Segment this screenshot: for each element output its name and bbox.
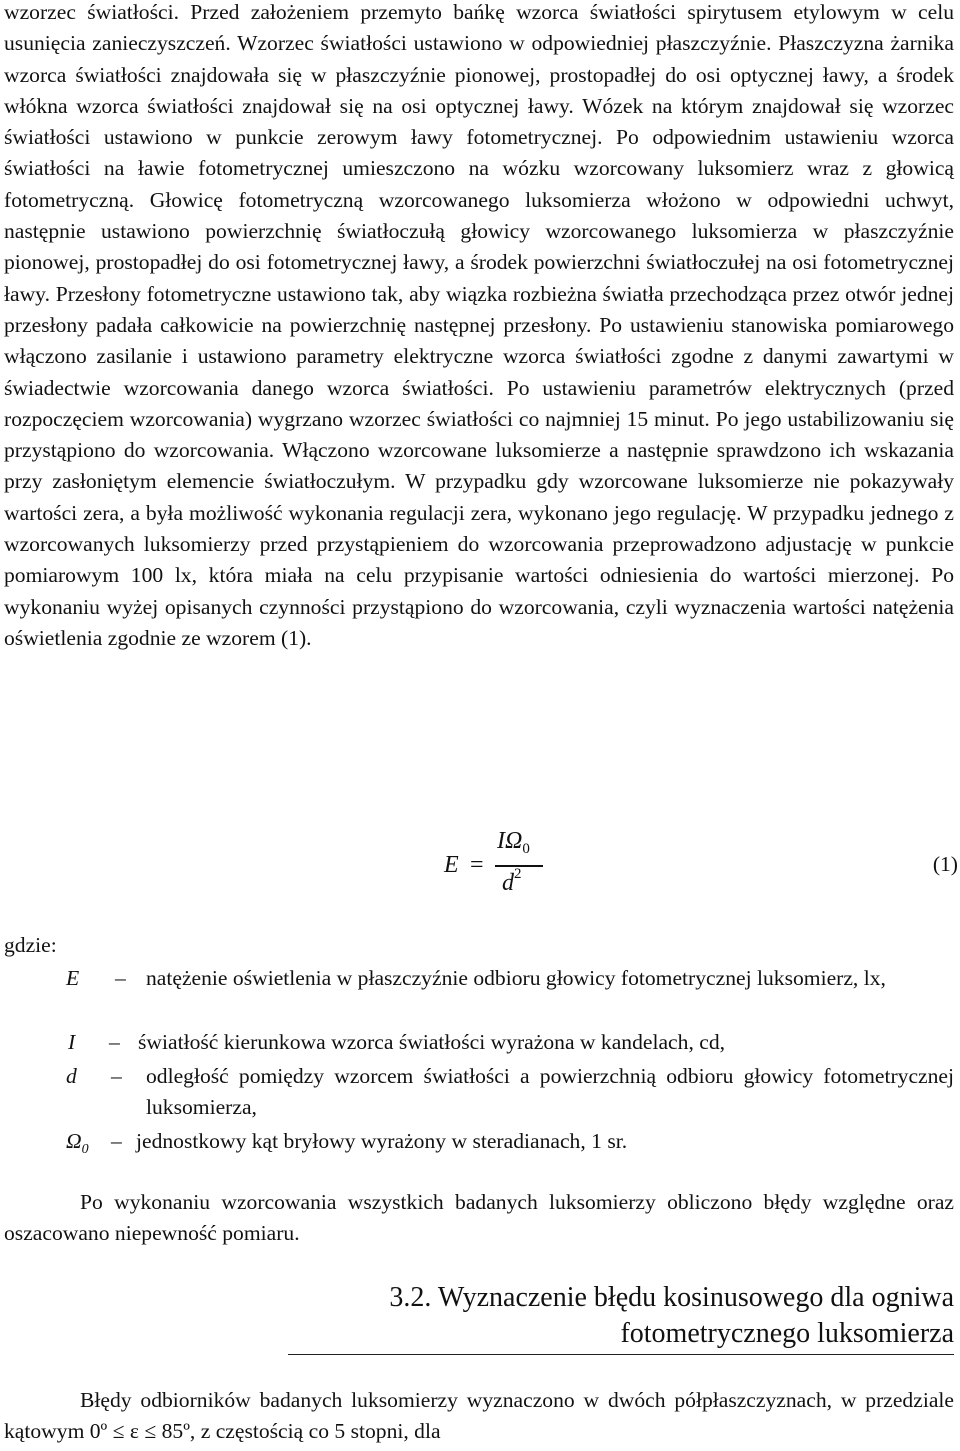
section-number: 3.2. [389,1282,432,1313]
equation-equals: = [470,852,484,878]
legend-description: światłość kierunkowa wzorca światłości wyrażona w kandelach, cd, [138,1030,726,1054]
legend-intro: gdzie: [4,933,57,957]
numerator-main: IΩ [497,828,523,854]
legend-dash: – [111,1129,122,1153]
legend-symbol-main: Ω [66,1129,82,1153]
legend-symbol: d [66,1064,77,1088]
legend-description: odległość pomiędzy wzorcem światłości a powierzchnią odbioru głowicy fotometrycznej luksomierza, [146,1064,954,1120]
legend-item [4,1027,954,1059]
section-title: Wyznaczenie błędu kosinusowego dla ogniwa fotometrycznego luksomierza [437,1282,954,1349]
legend-item [4,1126,954,1158]
legend-symbol: E [66,966,80,990]
legend-symbol: I [68,1030,76,1054]
legend-item [4,1061,954,1125]
legend-item [4,963,954,1027]
denominator-superscript: 2 [514,866,522,882]
legend-description: jednostkowy kąt bryłowy wyrażony w steradianach, 1 sr. [136,1129,628,1153]
section-heading [288,1280,954,1355]
legend-dash: – [115,966,126,990]
body-paragraph-after-legend: Po wykonaniu wzorcowania wszystkich badanych luksomierzy obliczono błędy względne oraz oszacowano niepewność pomiaru. [4,1190,954,1246]
legend-symbol-subscript: 0 [81,1142,89,1157]
legend-dash: – [109,1030,120,1054]
body-paragraph-main: wzorzec światłości. Przed założeniem przemyto bańkę wzorca światłości spirytusem etylowym w celu usunięcia zanieczyszczeń. Wzorzec światłości ustawiono w odpowiedniej płaszczyźnie. Płaszczyzna żarnika wzorca światłości znajdowała się w płaszczyźnie pionowej, prostopadłej do osi optycznej ławy, a środek włókna wzorca światłości znajdował się na osi optycznej ławy. Wózek na którym znajdował się wzorzec światłości ustawiono w punkcie zerowym ławy fotometrycznej. Po odpowiednim ustawieniu wzorca światłości na ławie fotometrycznej umieszczono na wózku wzorcowany luksomierz wraz z głowicą fotometryczną. Głowicę fotometryczną wzorcowanego luksomierza włożono w odpowiedni uchwyt, następnie ustawiono powierzchnię światłoczułą głowicy wzorcowanego luksomierza w płaszczyźnie pionowej, prostopadłej do osi fotometrycznej ławy, a środek powierzchni światłoczułej na osi fotometrycznej ławy. Przesłony fotometryczne ustawiono tak, aby wiązka rozbieżna światła przechodząca przez otwór jednej przesłony padała całkowicie na powierzchnię następnej przesłony. Po ustawieniu stanowiska pomiarowego włączono zasilanie i ustawiono parametry elektryczne wzorca światłości zgodne z danymi zawartymi w świadectwie wzorcowania danego wzorca światłości. Po ustawieniu parametrów elektrycznych (przed rozpoczęciem wzorcowania) wygrzano wzorzec światłości co najmniej 15 minut. Po jego ustabilizowaniu się przystąpiono do wzorcowania. Włączono wzorcowane luksomierze a następnie sprawdzono ich wskazania przy zasłoniętym elemencie światłoczułym. W przypadku gdy wzorcowane luksomierze nie pokazywały wartości zera, a była możliwość wykonania regulacji zera, wykonano jego regulację. W przypadku jednego z wzorcowanych luksomierzy przed przystąpieniem do wzorcowania przeprowadzono adjustację w punkcie pomiarowym 100 lx, która miała na celu przypisanie wartości odniesienia do wartości mierzonej. Po wykonaniu wyżej opisanych czynności przystąpiono do wzorcowania, czyli wyznaczenia wartości natężenia oświetlenia zgodnie ze wzorem (1). [4,0,954,650]
numerator-subscript: 0 [522,841,530,857]
equation-lhs: E [444,852,459,878]
body-paragraph-last: Błędy odbiorników badanych luksomierzy wyznaczono w dwóch półpłaszczyznach, w przedziale kątowym 0º ≤ ε ≤ 85º, z częstością co 5 stopni, dla [4,1388,954,1444]
equation-denominator [502,866,522,897]
legend-dash: – [111,1064,122,1088]
equation-1 [4,826,958,906]
denominator-main: d [502,870,514,896]
equation-number: (1) [932,852,958,876]
legend-description: natężenie oświetlenia w płaszczyźnie odbioru głowicy fotometrycznej luksomierz, lx, [146,966,886,990]
legend-symbol [66,1126,89,1160]
equation-numerator [497,828,530,855]
